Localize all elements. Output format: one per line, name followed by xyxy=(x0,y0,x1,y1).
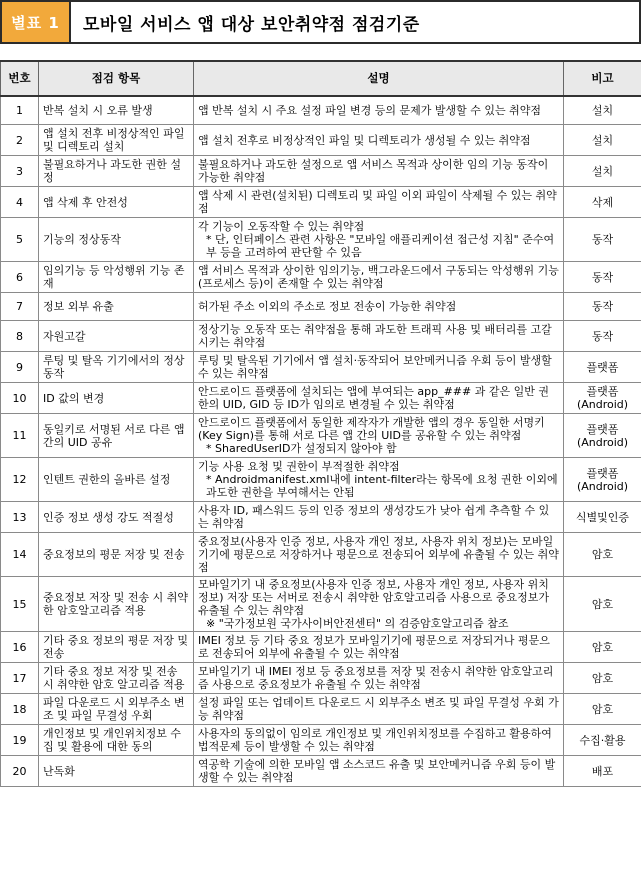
row-check-item: 정보 외부 유출 xyxy=(39,293,194,321)
row-description xyxy=(194,458,564,502)
table-row xyxy=(1,293,641,321)
row-description xyxy=(194,262,564,293)
row-number: 5 xyxy=(1,218,39,262)
row-check-item: 기타 중요 정보의 평문 저장 및 전송 xyxy=(39,632,194,663)
header-desc: 설명 xyxy=(194,61,564,96)
table-row xyxy=(1,458,641,502)
row-description xyxy=(194,96,564,125)
row-check-item: 인텐트 권한의 올바른 설정 xyxy=(39,458,194,502)
row-description xyxy=(194,293,564,321)
row-check-item: 불필요하거나 과도한 권한 설정 xyxy=(39,156,194,187)
description-text: 정상기능 오동작 또는 취약점을 통해 과도한 트래픽 사용 및 배터리를 고갈 시키는 취약점 xyxy=(198,323,552,349)
description-note: * SharedUserID가 설정되지 않아야 함 xyxy=(206,442,397,455)
row-description xyxy=(194,694,564,725)
row-number: 10 xyxy=(1,383,39,414)
row-check-item: 앱 설치 전후 비정상적인 파일 및 디렉토리 설치 xyxy=(39,125,194,156)
table-row xyxy=(1,187,641,218)
row-remark: 암호 xyxy=(564,694,641,725)
table-header-row xyxy=(1,61,641,96)
row-number: 9 xyxy=(1,352,39,383)
description-text: 각 기능이 오동작할 수 있는 취약점 xyxy=(198,220,365,233)
table-row xyxy=(1,694,641,725)
row-check-item: 반복 설치 시 오류 발생 xyxy=(39,96,194,125)
table-row xyxy=(1,262,641,293)
row-remark: 암호 xyxy=(564,632,641,663)
row-check-item: 자원고갈 xyxy=(39,321,194,352)
table-row xyxy=(1,218,641,262)
description-text: 안드로이드 플랫폼에 설치되는 앱에 부여되는 app_### 과 같은 일반 권한의 UID, GID 등 ID가 임의로 변경될 수 있는 취약점 xyxy=(198,385,549,411)
row-description xyxy=(194,414,564,458)
description-text: IMEI 정보 등 기타 중요 정보가 모바일기기에 평문으로 저장되거나 평문으로 전송되어 외부에 유출될 수 있는 취약점 xyxy=(198,634,550,660)
row-remark: 설치 xyxy=(564,156,641,187)
description-text: 기능 사용 요청 및 권한이 부적절한 취약점 xyxy=(198,460,400,473)
description-text: 안드로이드 플랫폼에서 동일한 제작자가 개발한 앱의 경우 동일한 서명키(Key Sign)를 통해 서로 다른 앱 간의 UID를 공유할 수 있는 취약점 xyxy=(198,416,545,442)
row-description xyxy=(194,321,564,352)
row-number: 17 xyxy=(1,663,39,694)
row-check-item: 개인정보 및 개인위치정보 수집 및 활용에 대한 동의 xyxy=(39,725,194,756)
row-description xyxy=(194,156,564,187)
table-row xyxy=(1,577,641,632)
row-remark: 동작 xyxy=(564,321,641,352)
description-text: 앱 삭제 시 관련(설치된) 디렉토리 및 파일 이외 파일이 삭제될 수 있는 취약점 xyxy=(198,189,557,215)
row-remark: 동작 xyxy=(564,293,641,321)
row-description xyxy=(194,383,564,414)
row-remark: 삭제 xyxy=(564,187,641,218)
description-text: 루팅 및 탈옥된 기기에서 앱 설치·동작되어 보안메커니즘 우회 등이 발생할 수 있는 취약점 xyxy=(198,354,552,380)
header-no: 번호 xyxy=(1,61,39,96)
title-bar xyxy=(0,0,641,44)
row-remark: 동작 xyxy=(564,262,641,293)
table-row xyxy=(1,321,641,352)
row-check-item: ID 값의 변경 xyxy=(39,383,194,414)
table-row xyxy=(1,383,641,414)
row-description xyxy=(194,632,564,663)
description-text: 설정 파일 또는 업데이트 다운로드 시 외부주소 변조 및 파일 무결성 우회 가능 취약점 xyxy=(198,696,559,722)
table-row xyxy=(1,414,641,458)
table-row xyxy=(1,502,641,533)
row-description xyxy=(194,502,564,533)
row-description xyxy=(194,577,564,632)
row-remark: 암호 xyxy=(564,663,641,694)
description-note: * Androidmanifest.xml내에 intent-filter라는 항목에 요청 권한 이외에 과도한 권한을 부여해서는 안됨 xyxy=(206,473,558,499)
row-check-item: 기타 중요 정보 저장 및 전송 시 취약한 암호 알고리즘 적용 xyxy=(39,663,194,694)
row-remark: 설치 xyxy=(564,125,641,156)
row-check-item: 동일키로 서명된 서로 다른 앱 간의 UID 공유 xyxy=(39,414,194,458)
table-row xyxy=(1,632,641,663)
table-row xyxy=(1,663,641,694)
row-number: 16 xyxy=(1,632,39,663)
description-text: 앱 반복 설치 시 주요 설정 파일 변경 등의 문제가 발생할 수 있는 취약점 xyxy=(198,104,541,117)
table-row xyxy=(1,96,641,125)
row-number: 3 xyxy=(1,156,39,187)
page-title: 모바일 서비스 앱 대상 보안취약점 점검기준 xyxy=(83,14,420,35)
row-number: 20 xyxy=(1,756,39,787)
description-text: 모바일기기 내 중요정보(사용자 인증 정보, 사용자 개인 정보, 사용자 위치 정보) 저장 또는 서버로 전송시 취약한 암호알고리즘 사용으로 중요정보가 유출될 수 있는 취약점 xyxy=(198,578,550,617)
row-number: 8 xyxy=(1,321,39,352)
description-text: 역공학 기술에 의한 모바일 앱 소스코드 유출 및 보안메커니즘 우회 등이 발생할 수 있는 취약점 xyxy=(198,758,556,784)
row-check-item: 중요정보의 평문 저장 및 전송 xyxy=(39,533,194,577)
row-remark: 플랫폼 (Android) xyxy=(564,383,641,414)
description-text: 사용자 ID, 패스워드 등의 인증 정보의 생성강도가 낮아 쉽게 추측할 수 있는 취약점 xyxy=(198,504,550,530)
description-text: 사용자의 동의없이 임의로 개인정보 및 개인위치정보를 수집하고 활용하여 법적문제 등이 발생할 수 있는 취약점 xyxy=(198,727,552,753)
row-number: 2 xyxy=(1,125,39,156)
description-text: 앱 서비스 목적과 상이한 임의기능, 백그라운드에서 구동되는 악성행위 기능(프로세스 등)이 존재할 수 있는 취약점 xyxy=(198,264,559,290)
row-check-item: 난독화 xyxy=(39,756,194,787)
row-description xyxy=(194,218,564,262)
row-number: 13 xyxy=(1,502,39,533)
row-number: 11 xyxy=(1,414,39,458)
table-body xyxy=(1,96,641,787)
description-note: ※ "국가정보원 국가사이버안전센터" 의 검증암호알고리즘 참조 xyxy=(206,617,509,630)
description-text: 앱 설치 전후로 비정상적인 파일 및 디렉토리가 생성될 수 있는 취약점 xyxy=(198,133,531,147)
row-description xyxy=(194,533,564,577)
row-check-item: 루팅 및 탈옥 기기에서의 정상 동작 xyxy=(39,352,194,383)
table-row xyxy=(1,725,641,756)
row-remark: 암호 xyxy=(564,577,641,632)
row-remark: 식별및인증 xyxy=(564,502,641,533)
table-row xyxy=(1,533,641,577)
row-number: 12 xyxy=(1,458,39,502)
row-check-item: 기능의 정상동작 xyxy=(39,218,194,262)
row-number: 19 xyxy=(1,725,39,756)
row-description xyxy=(194,125,564,156)
criteria-table-wrapper xyxy=(0,60,641,787)
row-number: 4 xyxy=(1,187,39,218)
row-number: 7 xyxy=(1,293,39,321)
description-text: 허가된 주소 이외의 주소로 정보 전송이 가능한 취약점 xyxy=(198,300,457,313)
description-text: 중요정보(사용자 인증 정보, 사용자 개인 정보, 사용자 위치 정보)는 모바일기기에 평문으로 저장하거나 평문으로 전송되어 외부에 유출될 수 있는 취약점 xyxy=(198,535,559,574)
table-row xyxy=(1,352,641,383)
title-badge: 별표 1 xyxy=(2,2,71,42)
row-number: 15 xyxy=(1,577,39,632)
row-description xyxy=(194,756,564,787)
table-row xyxy=(1,125,641,156)
row-remark: 플랫폼 (Android) xyxy=(564,414,641,458)
row-number: 1 xyxy=(1,96,39,125)
criteria-table xyxy=(0,60,641,787)
row-check-item: 임의기능 등 악성행위 기능 존재 xyxy=(39,262,194,293)
row-check-item: 앱 삭제 후 안전성 xyxy=(39,187,194,218)
row-remark: 수집·활용 xyxy=(564,725,641,756)
row-number: 18 xyxy=(1,694,39,725)
header-item: 점검 항목 xyxy=(39,61,194,96)
description-text: 모바일기기 내 IMEI 정보 등 중요정보를 저장 및 전송시 취약한 암호알고리즘 사용으로 중요정보가 유출될 수 있는 취약점 xyxy=(198,665,554,691)
row-remark: 동작 xyxy=(564,218,641,262)
row-description xyxy=(194,725,564,756)
row-check-item: 파일 다운로드 시 외부주소 변조 및 파일 무결성 우회 xyxy=(39,694,194,725)
row-check-item: 인증 정보 생성 강도 적절성 xyxy=(39,502,194,533)
row-number: 14 xyxy=(1,533,39,577)
table-row xyxy=(1,156,641,187)
header-note: 비고 xyxy=(564,61,641,96)
row-remark: 설치 xyxy=(564,96,641,125)
row-number: 6 xyxy=(1,262,39,293)
row-remark: 암호 xyxy=(564,533,641,577)
row-remark: 플랫폼 xyxy=(564,352,641,383)
row-remark: 배포 xyxy=(564,756,641,787)
row-remark: 플랫폼 (Android) xyxy=(564,458,641,502)
table-row xyxy=(1,756,641,787)
description-text: 불필요하거나 과도한 설정으로 앱 서비스 목적과 상이한 임의 기능 동작이 가능한 취약점 xyxy=(198,158,549,184)
row-description xyxy=(194,663,564,694)
row-description xyxy=(194,187,564,218)
row-description xyxy=(194,352,564,383)
description-note: * 단, 인터페이스 관련 사항은 "모바일 애플리케이션 접근성 지침" 준수여부 등을 고려하여 판단할 수 있음 xyxy=(206,233,555,259)
row-check-item: 중요정보 저장 및 전송 시 취약한 암호알고리즘 적용 xyxy=(39,577,194,632)
